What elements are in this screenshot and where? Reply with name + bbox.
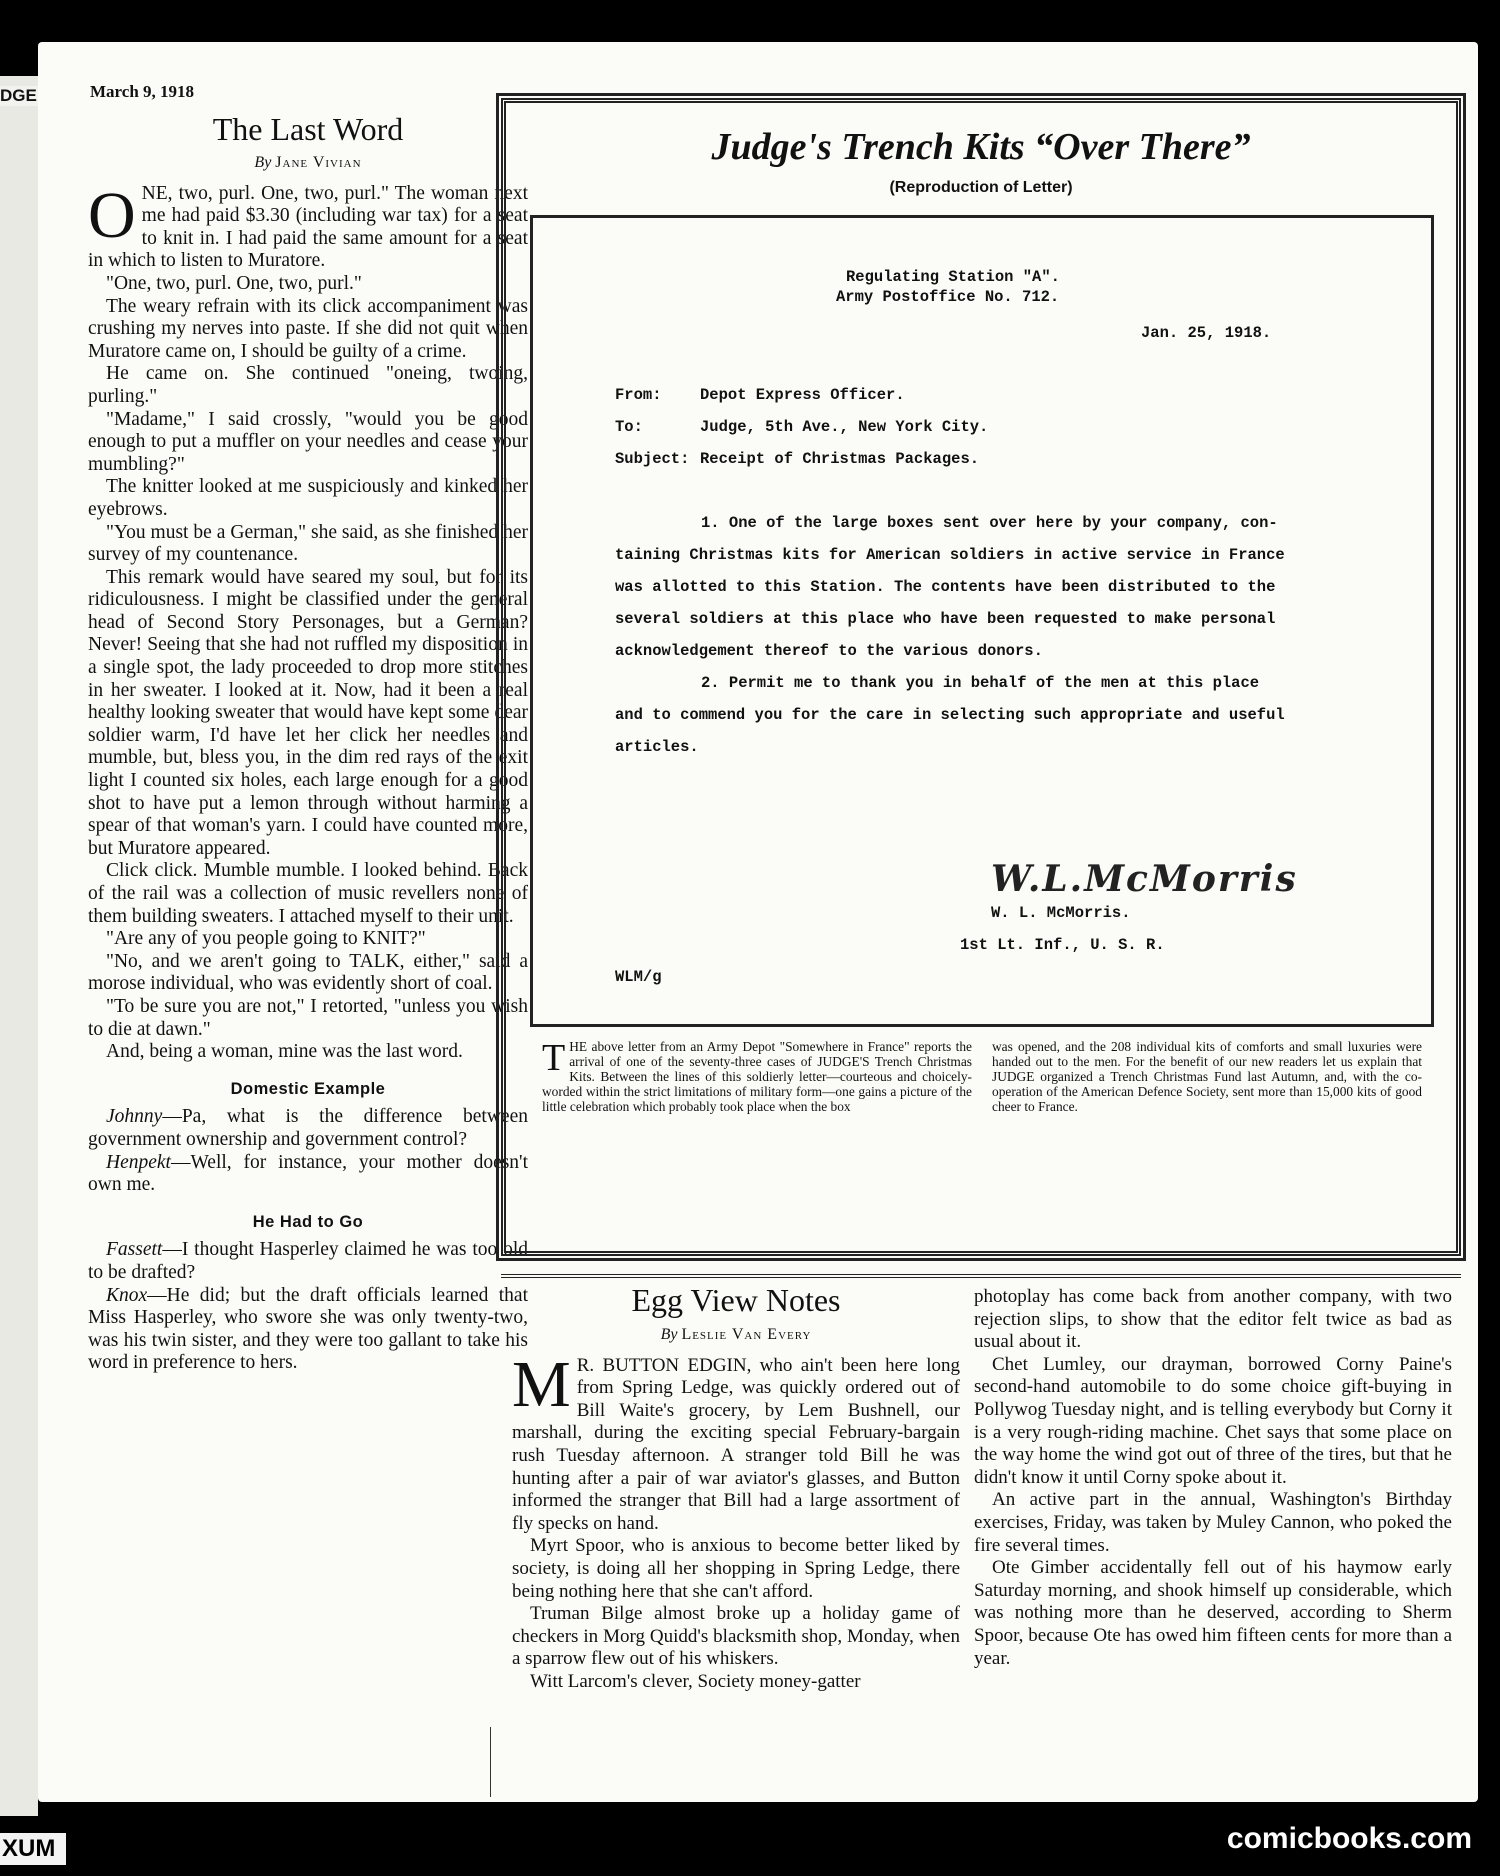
article-paragraph: "No, and we aren't going to TALK, either," said a morose individual, who was evidently short of coal.	[88, 950, 528, 995]
adjacent-page-label: DGE	[0, 86, 37, 105]
box-subtitle: (Reproduction of Letter)	[889, 179, 1073, 196]
handwritten-signature: W.L.McMorris	[991, 858, 1298, 900]
letter-line: articles.	[615, 738, 699, 756]
article-paragraph: And, being a woman, mine was the last word.	[106, 1041, 463, 1063]
bottom-corner-label: XUM	[0, 1833, 66, 1865]
page-date: March 9, 1918	[90, 82, 195, 101]
article-paragraph: Myrt Spoor, who is anxious to become better liked by society, is doing all her shopping in Spring Ledge, there being nothing here that she can't afford.	[512, 1535, 960, 1602]
article-paragraph: Truman Bilge almost broke up a holiday game of checkers in Morg Quidd's blacksmith shop, Monday, when a sparrow flew out of his whiskers.	[512, 1603, 960, 1670]
letter-line: was allotted to this Station. The contents have been distributed to the	[615, 578, 1276, 596]
egg-byline: By Leslie Van Every	[660, 1326, 812, 1343]
trench-kits-box	[501, 98, 1461, 1256]
column-divider	[490, 1727, 491, 1797]
article-title: The Last Word	[212, 111, 404, 147]
article-paragraph: Click click. Mumble mumble. I looked behind. Back of the rail was a collection of music revellers none of them building sweaters. I attached myself to their unit.	[88, 860, 528, 927]
letter-line: 1. One of the large boxes sent over here by your company, con-	[701, 514, 1278, 532]
article-paragraph: ONE, two, purl. One, two, purl." The woman next me had paid $3.30 (including war tax) for a seat to knit in. I had paid the same amount for a seat in which to listen to Muratore.	[88, 178, 528, 272]
box-title: Judge's Trench Kits “Over There”	[711, 126, 1251, 168]
letter-line: acknowledgement thereof to the various donors.	[615, 642, 1043, 660]
article-paragraph: An active part in the annual, Washington's Birthday exercises, Friday, was taken by Muley Cannon, who poked the fire several times.	[974, 1489, 1452, 1556]
article-paragraph: "To be sure you are not," I retorted, "unless you wish to die at dawn."	[88, 995, 528, 1040]
drop-cap: M	[512, 1347, 571, 1421]
letter-subject-label: Subject:	[615, 450, 690, 468]
letter-initials: WLM/g	[615, 968, 662, 986]
letter-line: taining Christmas kits for American soldiers in active service in France	[615, 546, 1285, 564]
article-paragraph: The knitter looked at me suspiciously and kinked her eyebrows.	[88, 476, 528, 520]
joke-line: Johnny—Pa, what is the difference between government ownership and government control?	[88, 1106, 528, 1150]
letter-from: Depot Express Officer.	[700, 386, 905, 404]
article-paragraph: Chet Lumley, our drayman, borrowed Corny Paine's second-hand automobile to do some choice gift-buying in Pollywog Tuesday night, and is telling everybody but Corny it is a very rough-riding machine. Chet says that some place on the way home the wind got out of three of the tires, but that he didn't know it until Corny spoke about it.	[974, 1353, 1452, 1488]
section-rule	[501, 1274, 1461, 1278]
article-paragraph: This remark would have seared my soul, but for its ridiculousness. I might be classified under the general head of Second Story Personages, but a German? Never! Seeing that she had not ruffled my disposition in a single spot, the lady proceeded to drop more stitches in her sweater. I looked at it. Now, had it been a real healthy looking sweater that would have kept some dear soldier warm, I'd have let her click her needles and mumble, but, bless you, in the dim red rays of the exit light I counted six holes, each large enough for a good shot to have put a lemon through without harming a spear of that woman's yarn. I could have counted more, but Muratore appeared.	[88, 566, 528, 859]
letter-date: Jan. 25, 1918.	[1141, 324, 1272, 342]
joke-line: Knox—He did; but the draft officials learned that Miss Hasperley, who swore she was only twenty-two, was his twin sister, and they were too gallant to take his word in preference to hers.	[88, 1284, 528, 1374]
letter-to-label: To:	[615, 418, 643, 436]
letter-reproduction	[530, 215, 1434, 1027]
letter-line: several soldiers at this place who have been requested to make personal	[615, 610, 1276, 628]
article-paragraph: Ote Gimber accidentally fell out of his haymow early Saturday morning, and shook himself up considerable, which was nothing more than he deserved, according to Sherm Spoor, because Ote has owed him fifteen cents for more than a year.	[974, 1557, 1452, 1669]
egg-view-column-left	[512, 1280, 960, 1694]
magazine-page	[38, 42, 1478, 1802]
joke-heading: Domestic Example	[230, 1079, 386, 1098]
letter-from-label: From:	[615, 386, 662, 404]
article-paragraph: "Madame," I said crossly, "would you be good enough to put a muffler on your needles and cease your mumbling?"	[88, 408, 528, 475]
letter-postoffice: Army Postoffice No. 712.	[836, 288, 1060, 306]
article-paragraph: "You must be a German," she said, as she finished her survey of my countenance.	[88, 521, 528, 566]
letter-station: Regulating Station "A".	[846, 268, 1060, 286]
letter-line: 2. Permit me to thank you in behalf of the men at this place	[701, 674, 1260, 692]
letter-line: and to commend you for the care in selecting such appropriate and useful	[615, 706, 1285, 724]
joke-line: Henpekt—Well, for instance, your mother doesn't own me.	[88, 1151, 528, 1196]
article-paragraph: M R. BUTTON EDGIN, who ain't been here long from Spring Ledge, was quickly ordered out of Bill Waite's grocery, by Lem Bushnell, our marshall, during the exciting special February-bargain rush Tuesday afternoon. A stranger told Bill he was hunting after a pair of war aviator's glasses, and Button informed the stranger that Bill had a large assortment of fly specks on hand.	[512, 1347, 960, 1534]
caption-right: was opened, and the 208 individual kits of comforts and small luxuries were handed out to the men. For the benefit of our new readers let us explain that JUDGE organized a Trench Christmas Fund last Autumn, and, with the co-operation of the American Defence Society, sent more than 15,000 kits of good cheer to France.	[992, 1039, 1422, 1114]
egg-view-column-right	[974, 1286, 1452, 1670]
joke-line: Fassett—I thought Hasperley claimed he was too old to be drafted?	[88, 1239, 528, 1283]
letter-rank: 1st Lt. Inf., U. S. R.	[960, 936, 1165, 954]
article-byline: By Jane Vivian	[254, 154, 362, 171]
column-left	[88, 110, 528, 1375]
article-paragraph: The weary refrain with its click accompaniment was crushing my nerves into paste. If she did not quit when Muratore came on, I should be guilty of a crime.	[88, 295, 528, 362]
drop-cap: O	[88, 178, 136, 252]
article-paragraph: "One, two, purl. One, two, purl."	[106, 272, 362, 294]
letter-signer: W. L. McMorris.	[991, 904, 1131, 922]
watermark: comicbooks.com	[1226, 1822, 1472, 1855]
drop-cap: T	[542, 1037, 566, 1079]
joke-heading: He Had to Go	[252, 1212, 364, 1231]
article-paragraph: He came on. She continued "oneing, twoing, purling."	[88, 363, 528, 407]
article-paragraph: "Are any of you people going to KNIT?"	[106, 928, 426, 950]
caption-left: THE above letter from an Army Depot "Somewhere in France" reports the arrival of one of the seventy-three cases of JUDGE'S Trench Christmas Kits. Between the lines of this soldierly letter—courteous and choicely-worded within the strict limitations of military form—one gains a picture of the little celebration which probably took place when the box	[542, 1037, 972, 1114]
letter-to: Judge, 5th Ave., New York City.	[700, 418, 989, 436]
article-paragraph: photoplay has come back from another company, with two rejection slips, to show that the editor felt twice as bad as usual about it.	[974, 1286, 1452, 1353]
letter-subject: Receipt of Christmas Packages.	[700, 450, 980, 468]
article-paragraph: Witt Larcom's clever, Society money-gatter	[530, 1670, 861, 1692]
egg-title: Egg View Notes	[631, 1282, 841, 1318]
adjacent-page-edge	[0, 76, 38, 1816]
